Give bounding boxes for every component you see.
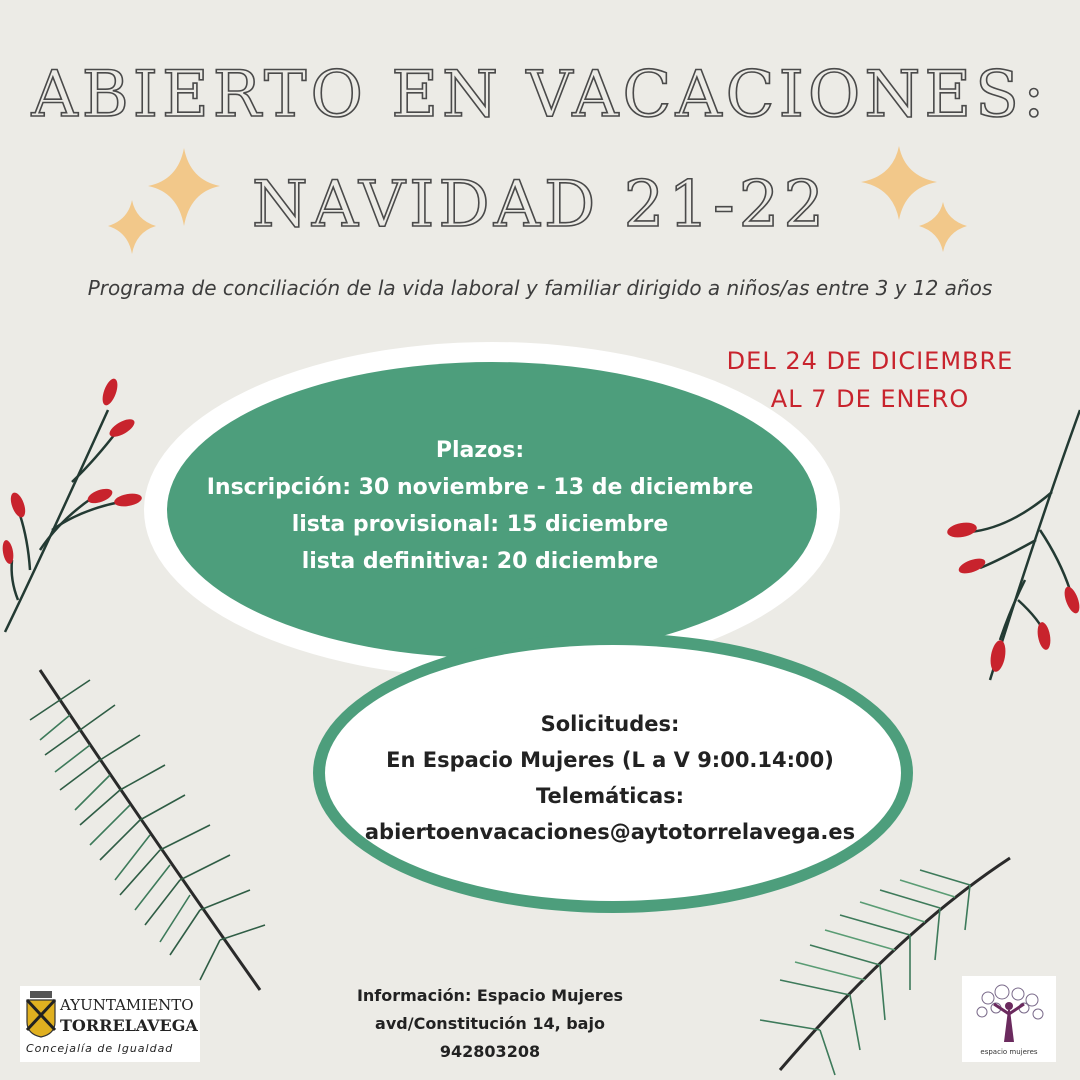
plazos-inscripcion: Inscripción: 30 noviembre - 13 de diciembre [206, 475, 754, 500]
solicitudes-text [330, 706, 890, 850]
phone-number: 942803208 [439, 1042, 541, 1061]
subtitle: Programa de conciliación de la vida laboral y familiar dirigido a niños/as entre 3 y 12 años [87, 276, 993, 300]
title-line-2: NAVIDAD 21-22 [251, 168, 829, 242]
plazos-definitiva: lista definitiva: 20 diciembre [301, 549, 659, 574]
solicitudes-telematicas: Telemáticas: [535, 784, 685, 808]
dates-line-2: AL 7 DE ENERO [770, 385, 970, 413]
solicitudes-presencial: En Espacio Mujeres (L a V 9:00.14:00) [386, 748, 834, 772]
logo-line-3: Concejalía de Igualdad [26, 1042, 174, 1055]
ayuntamiento-logo [20, 986, 200, 1062]
info-block [320, 982, 660, 1066]
pine-branch-left [20, 660, 280, 1000]
pine-branch-icon [30, 670, 265, 990]
plazos-heading: Plazos: [435, 438, 525, 463]
solicitudes-email[interactable]: abiertoenvacaciones@aytotorrelavega.es [364, 820, 856, 844]
info-line-1: Información: Espacio Mujeres [356, 986, 624, 1005]
tree-logo-icon [968, 980, 1050, 1046]
solicitudes-heading: Solicitudes: [540, 712, 680, 736]
dates-line-1: DEL 24 DE DICIEMBRE [726, 347, 1014, 375]
coat-of-arms-icon [24, 990, 58, 1038]
info-line-2: avd/Constitución 14, bajo [375, 1014, 605, 1033]
title-line-1: ABIERTO EN VACACIONES: [31, 58, 1049, 132]
logo-line-1: AYUNTAMIENTO [60, 996, 194, 1014]
plazos-provisional: lista provisional: 15 diciembre [291, 512, 669, 537]
dates-block [690, 342, 1050, 418]
espacio-mujeres-logo [962, 976, 1056, 1062]
plazos-text [170, 432, 790, 580]
logo-right-caption: espacio mujeres [980, 1048, 1038, 1056]
logo-line-2: TORRELAVEGA [60, 1016, 198, 1035]
